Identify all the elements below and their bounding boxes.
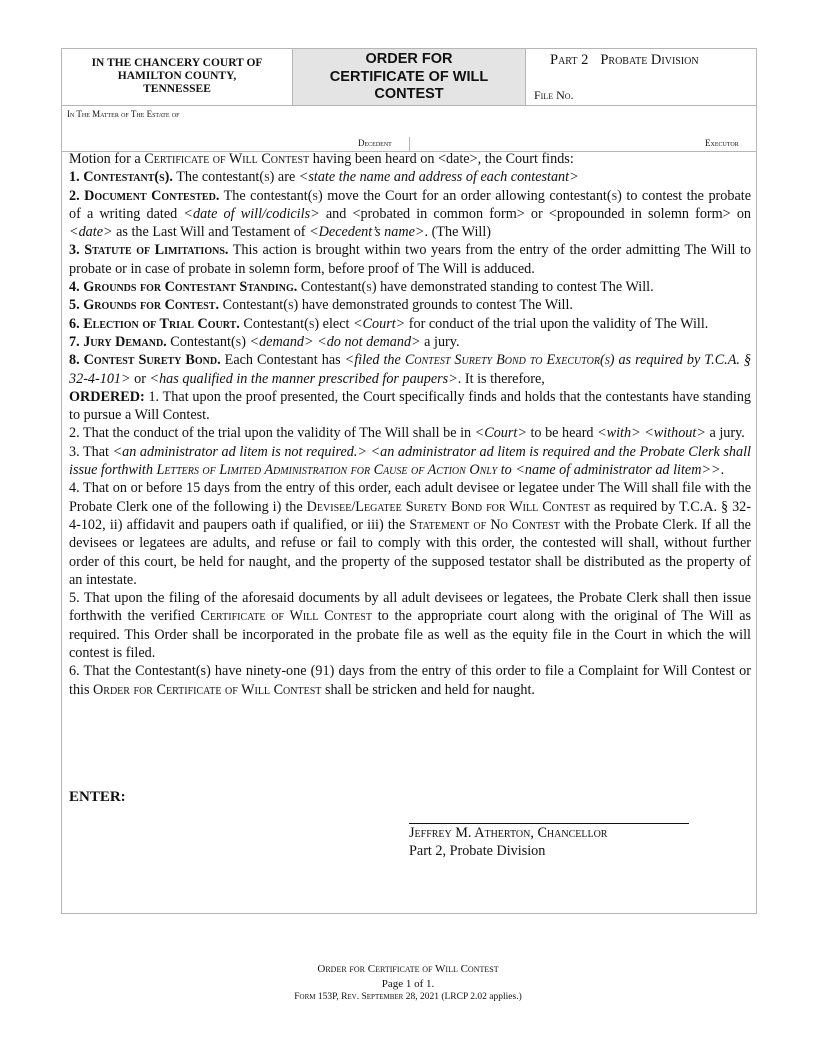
finding-contestants: 1. Contestant(s). The contestant(s) are <state the name and address of each contestant>: [69, 169, 579, 186]
court-line-3: TENNESSEE: [143, 83, 211, 95]
footer-form-id: Form 153P, Rev. September 28, 2021: [294, 992, 439, 1002]
division-label: Probate Division: [600, 52, 699, 68]
title-line-2: CERTIFICATE OF WILL: [329, 68, 489, 85]
order-6: 6. That the Contestant(s) have ninety-one (91) days from the entry of this order to file a Complaint for Will Contest or this Order for Certificate of Will Contest shall be stricken and held for naught.: [69, 663, 751, 698]
court-line-1: IN THE CHANCERY COURT OF: [91, 57, 263, 69]
estate-matter-label: In The Matter of The Estate of: [67, 109, 180, 119]
title-line-1: ORDER FOR: [365, 51, 453, 67]
finding-jury-demand: 7. Jury Demand. Contestant(s) <demand> <do not demand> a jury.: [69, 333, 460, 350]
chancellor-division: Part 2, Probate Division: [409, 843, 546, 859]
header-row: [62, 49, 756, 106]
motion-intro: Motion for a Certificate of Will Contest having been heard on <date>, the Court finds:: [69, 151, 574, 167]
court-name: [62, 49, 293, 105]
ordered-heading: ORDERED:: [69, 388, 145, 405]
footer-form-revision: [0, 992, 816, 1002]
footer-page-number: Page 1 of 1.: [381, 978, 435, 990]
order-form: [61, 48, 757, 914]
part-label: Part 2: [550, 52, 589, 68]
order-3: 3. That <an administrator ad litem is not required.> <an administrator ad litem is required and the Probate Clerk shall issue forthwith Letters of Limited Administration for Cause of Action Only to <name of administrator ad litem>>.: [69, 443, 751, 479]
document-title: [293, 49, 526, 105]
file-number-label: File No.: [534, 88, 574, 102]
chancellor-name: Jeffrey M. Atherton, Chancellor: [409, 825, 608, 841]
finding-trial-court: 6. Election of Trial Court. Contestant(s) elect <Court> for conduct of the trial upon the validity of The Will.: [69, 315, 709, 332]
matter-divider: [409, 137, 410, 151]
finding-grounds: 5. Grounds for Contest. Contestant(s) have demonstrated grounds to contest The Will.: [69, 297, 573, 314]
title-line-3: CONTEST: [374, 86, 444, 102]
footer-rule-note: (LRCP 2.02 applies.): [438, 992, 522, 1002]
order-4: 4. That on or before 15 days from the entry of this order, each adult devisee or legatee under The Will shall file with the Probate Clerk one of the following i) the Devisee/Legatee Surety Bond for Will Contest as required by T.C.A. § 32-4-102, ii) affidavit and paupers oath if qualified, or iii) the Statement of No Contest with the Probate Clerk. If all the devisees or legatees are adults, and refuse or fail to comply with this order, the contested will shall, without further order of this court, be held for naught, and the property of the supposed testator shall be distributed as the property of an intestate.: [69, 480, 751, 588]
executor-label: Executor: [705, 138, 739, 148]
order-2: 2. That the conduct of the trial upon the validity of The Will shall be in <Court> to be heard <with> <without> a jury.: [69, 425, 745, 442]
order-5: 5. That upon the filing of the aforesaid documents by all adult devisees or legatees, the Probate Clerk shall then issue forthwith the verified Certificate of Will Contest to the appropriate court along with the original of The Will as required. This Order shall be incorporated in the probate file as well as the equity file in the Court in which the will contest is filed.: [69, 590, 752, 662]
order-1: ORDERED: 1. That upon the proof presented, the Court specifically finds and holds that the contestants have standing to pursue a Will Contest.: [69, 388, 751, 424]
decedent-label: Decedent: [358, 138, 392, 148]
estate-matter-row: [62, 105, 756, 152]
finding-standing: 4. Grounds for Contestant Standing. Contestant(s) have demonstrated standing to contest The Will.: [69, 279, 654, 296]
order-body: [69, 150, 751, 699]
signature-line: [409, 809, 689, 824]
finding-statute-of-limitations: 3. Statute of Limitations. This action is brought within two years from the entry of the order admitting The Will to probate or in case of probate in solemn form, before proof of The Will is adduced.: [69, 242, 751, 277]
court-line-2: HAMILTON COUNTY,: [117, 70, 237, 82]
footer-title: Order for Certificate of Will Contest: [317, 963, 499, 975]
finding-surety-bond: 8. Contest Surety Bond. Each Contestant has <filed the Contest Surety Bond to Executor(s) as required by T.C.A. § 32-4-101> or <has qualified in the manner prescribed for paupers>. It is therefore,: [69, 352, 752, 387]
enter-label: ENTER:: [69, 789, 126, 805]
part-division: [550, 52, 699, 69]
finding-document-contested: 2. Document Contested. The contestant(s) move the Court for an order allowing contestant(s) to contest the probate of a writing dated <date of will/codicils> and <probated in common form> or <propounded in solemn form> on <date> as the Last Will and Testament of <Decedent’s name>. (The Will): [69, 187, 752, 241]
